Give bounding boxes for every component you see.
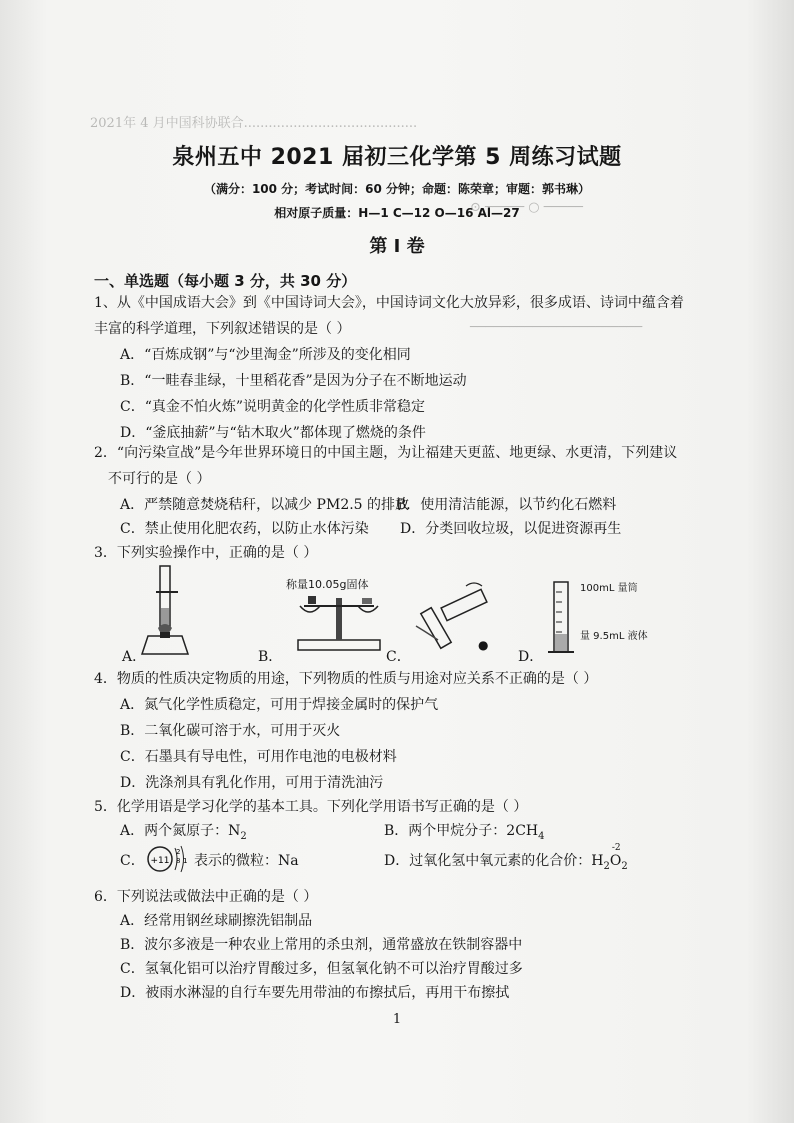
- q5-option-a-text: A．两个氮原子：: [120, 823, 229, 839]
- part-heading: 一、单选题（每小题 3 分，共 30 分）: [94, 272, 357, 290]
- q6-option-d: D．被雨水淋湿的自行车要先用带油的布擦拭后，再用干布擦拭: [120, 985, 510, 1001]
- cylinder-caption-2: 量 9.5mL 液体: [580, 631, 648, 642]
- q5-option-c: [120, 852, 145, 870]
- q5-option-c-label: C．: [120, 853, 145, 869]
- volume-heading: 第 I 卷: [369, 236, 425, 257]
- shell-count-2: 8: [176, 857, 181, 865]
- question-6-stem: 6．下列说法或做法中正确的是（ ）: [94, 889, 318, 905]
- q2-option-c: C．禁止使用化肥农药，以防止水体污染: [120, 521, 369, 537]
- q1-option-c: C．“真金不怕火炼”说明黄金的化学性质非常稳定: [120, 399, 426, 415]
- q5-option-b-text: B．两个甲烷分子：: [384, 823, 507, 839]
- alcohol-lamp-heating-diagram: [128, 562, 208, 658]
- q3-label-c: C．: [386, 649, 411, 665]
- bleed-through-text: 2021年 4 月中国科协联合..........................................: [90, 116, 418, 131]
- q6-option-b: B．波尔多液是一种农业上常用的杀虫剂，通常盛放在铁制容器中: [120, 937, 523, 953]
- bleed-through-text: ──────────────────────: [470, 320, 643, 335]
- q1-option-d: D．“釜底抽薪”与“钻木取火”都体现了燃烧的条件: [120, 425, 426, 441]
- q5-option-d: D．过氧化氢中氧元素的化合价：$H_2O$ -2 $_2$: [384, 852, 628, 876]
- q4-option-c: C．石墨具有导电性，可用作电池的电极材料: [120, 749, 397, 765]
- oxygen-valence: -2: [611, 843, 621, 853]
- small-circle-mark: ●: [478, 638, 489, 652]
- nucleus-charge: +11: [150, 856, 170, 866]
- atomic-masses: 相对原子质量：H—1 C—12 O—16 Al—27: [274, 206, 520, 220]
- q3-label-a: A．: [122, 649, 147, 665]
- question-4-stem: 4．物质的性质决定物质的用途，下列物质的性质与用途对应关系不正确的是（ ）: [94, 671, 598, 687]
- shell-count-1: 2: [176, 848, 181, 856]
- q4-option-b: B．二氧化碳可溶于水，可用于灭火: [120, 723, 341, 739]
- q4-option-d: D．洗涤剂具有乳化作用，可用于清洗油污: [120, 775, 384, 791]
- balance-caption: 称量10.05g固体: [286, 578, 369, 591]
- question-5-stem: 5．化学用语是学习化学的基本工具。下列化学用语书写正确的是（ ）: [94, 799, 528, 815]
- q5-option-a: A．两个氮原子：$N_2$: [120, 823, 247, 842]
- page-number: 1: [392, 1012, 402, 1027]
- q2-option-a: A．严禁随意焚烧秸秆，以减少 PM2.5 的排放: [120, 497, 410, 513]
- shell-count-3: 1: [183, 857, 188, 865]
- q6-option-c: C．氢氧化铝可以治疗胃酸过多，但氢氧化钠不可以治疗胃酸过多: [120, 961, 523, 977]
- q5-option-b: B．两个甲烷分子：$2CH_4$: [384, 823, 545, 842]
- q2-option-d: D．分类回收垃圾，以促进资源再生: [400, 521, 622, 537]
- question-1-line-2: 丰富的科学道理，下列叙述错误的是（ ）: [94, 321, 351, 337]
- q3-label-b: B．: [258, 649, 283, 665]
- q5-option-c-text: 表示的微粒：Na: [194, 853, 299, 869]
- q1-option-a: A．“百炼成钢”与“沙里淘金”所涉及的变化相同: [120, 347, 411, 363]
- question-1-line-1: 1、从《中国成语大会》到《中国诗词大会》，中国诗词文化大放异彩，很多成语、诗词中蕴含着: [94, 295, 684, 311]
- q4-option-a: A．氮气化学性质稳定，可用于焊接金属时的保护气: [120, 697, 439, 713]
- q2-option-b: B．使用清洁能源，以节约化石燃料: [396, 497, 617, 513]
- exam-title: 泉州五中 2021 届初三化学第 5 周练习试题: [172, 145, 622, 170]
- q3-label-d: D．: [518, 649, 544, 665]
- cylinder-caption-1: 100mL 量筒: [580, 583, 638, 594]
- bleed-through-text: ⊙ ───── ○ ─────: [470, 200, 583, 215]
- question-3-stem: 3．下列实验操作中，正确的是（ ）: [94, 545, 318, 561]
- exam-info: （满分：100 分；考试时间：60 分钟；命题：陈荣章；审题：郭书琳）: [203, 182, 591, 196]
- q5-option-d-text: D．过氧化氢中氧元素的化合价：: [384, 853, 592, 869]
- atom-structure-diagram: [146, 842, 190, 876]
- graduated-cylinder-diagram: [546, 580, 576, 658]
- question-2-line-1: 2．“向污染宣战”是今年世界环境日的中国主题，为让福建天更蓝、地更绿、水更清，下列建议: [94, 445, 678, 461]
- question-2-line-2: 不可行的是（ ）: [108, 471, 211, 487]
- q6-option-a: A．经常用钢丝球刷擦洗铝制品: [120, 913, 313, 929]
- q1-option-b: B．“一畦春韭绿，十里稻花香”是因为分子在不断地运动: [120, 373, 467, 389]
